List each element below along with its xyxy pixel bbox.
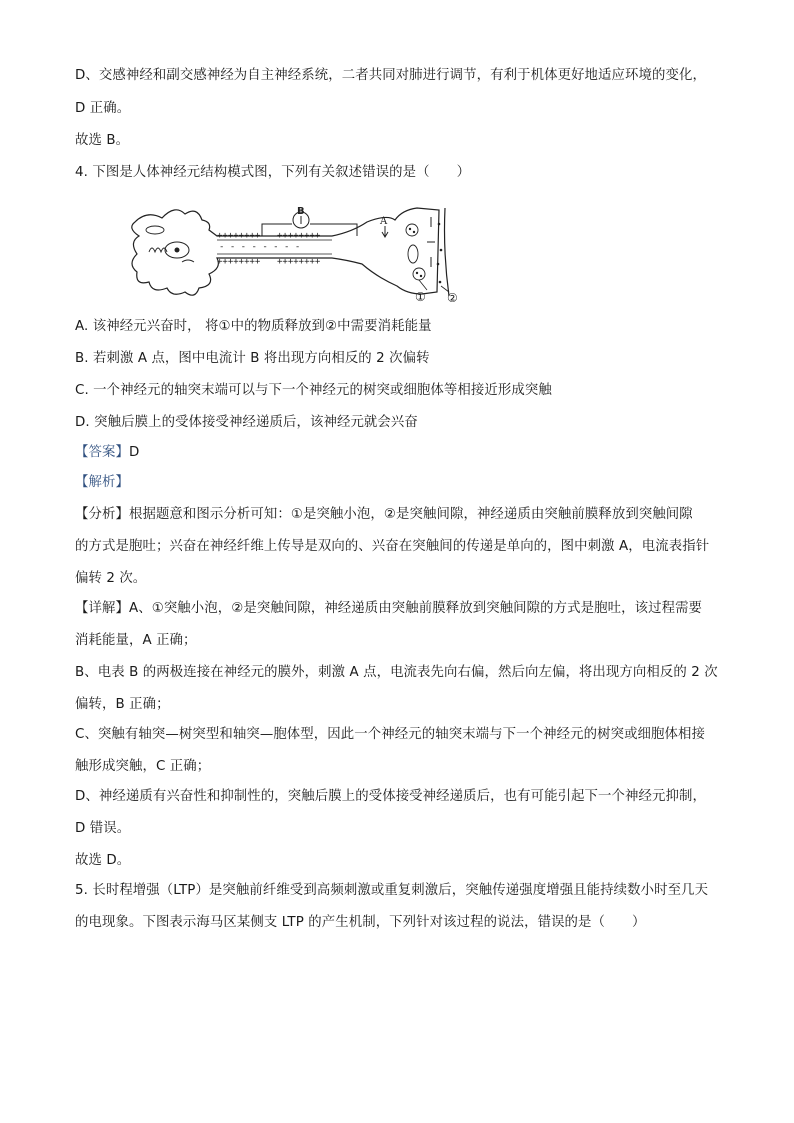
minus-row: - - - - - - - - bbox=[219, 242, 301, 252]
option-b: B. 若刺激 A 点，图中电流计 B 将出现方向相反的 2 次偏转 bbox=[75, 351, 430, 366]
text-line: D、交感神经和副交感神经为自主神经系统，二者共同对肺进行调节，有利于机体更好地适应环境的变化， bbox=[75, 68, 706, 83]
label-a: A bbox=[380, 216, 388, 227]
label-b: B bbox=[297, 206, 305, 217]
text-line: D 正确。 bbox=[75, 101, 131, 116]
text-line: 【分析】根据题意和图示分析可知：①是突触小泡，②是突触间隙，神经递质由突触前膜释放到突触间隙 bbox=[75, 507, 693, 522]
text-line: 【详解】A、①突触小泡，②是突触间隙，神经递质由突触前膜释放到突触间隙的方式是胞吐，该过程需要 bbox=[75, 601, 703, 616]
text-line: 消耗能量，A 正确； bbox=[75, 633, 197, 648]
neuron-diagram bbox=[127, 202, 477, 302]
plus-row-top-right: ++++++++ bbox=[277, 231, 321, 241]
text-line: D、神经递质有兴奋性和抑制性的，突触后膜上的受体接受神经递质后，也有可能引起下一个神经元抑制， bbox=[75, 789, 706, 804]
analysis-heading bbox=[75, 474, 129, 492]
question-4-stem: 4. 下图是人体神经元结构模式图，下列有关叙述错误的是（ ） bbox=[75, 165, 471, 180]
option-a: A. 该神经元兴奋时， 将①中的物质释放到②中需要消耗能量 bbox=[75, 319, 432, 334]
text-line: 触形成突触，C 正确； bbox=[75, 759, 211, 774]
text-line: 偏转，B 正确； bbox=[75, 697, 170, 712]
text-line: 偏转 2 次。 bbox=[75, 571, 147, 586]
plus-row-bottom-right: ++++++++ bbox=[277, 257, 321, 267]
option-d: D. 突触后膜上的受体接受神经递质后，该神经元就会兴奋 bbox=[75, 415, 418, 430]
question-5-stem-cont: 的电现象。下图表示海马区某侧支 LTP 的产生机制，下列针对该过程的说法，错误的是（ ） bbox=[75, 915, 646, 930]
label-2: ② bbox=[447, 291, 458, 302]
plus-row-top: ++++++++ bbox=[217, 231, 261, 241]
text-line: D 错误。 bbox=[75, 821, 131, 836]
text-line: 故选 B。 bbox=[75, 133, 130, 148]
answer-value: D bbox=[128, 445, 140, 460]
plus-row-bottom: ++++++++ bbox=[217, 257, 261, 267]
label-1: ① bbox=[415, 290, 426, 302]
text-line: 的方式是胞吐；兴奋在神经纤维上传导是双向的、兴奋在突触间的传递是单向的，图中刺激 A，电流表指针 bbox=[75, 539, 710, 554]
text-line: B、电表 B 的两极连接在神经元的膜外，刺激 A 点，电流表先向右偏，然后向左偏，将出现方向相反的 2 次 bbox=[75, 665, 718, 680]
text-line: C、突触有轴突—树突型和轴突—胞体型，因此一个神经元的轴突末端与下一个神经元的树突或细胞体相接 bbox=[75, 727, 706, 742]
answer-line bbox=[75, 444, 139, 462]
answer-tag: 【答案】 bbox=[75, 445, 129, 460]
question-5-stem: 5. 长时程增强（LTP）是突触前纤维受到高频刺激或重复刺激后，突触传递强度增强且能持续数小时至几天 bbox=[75, 883, 709, 898]
analysis-tag: 【解析】 bbox=[75, 475, 129, 490]
option-c: C. 一个神经元的轴突末端可以与下一个神经元的树突或细胞体等相接近形成突触 bbox=[75, 383, 552, 398]
text-line: 故选 D。 bbox=[75, 853, 131, 868]
